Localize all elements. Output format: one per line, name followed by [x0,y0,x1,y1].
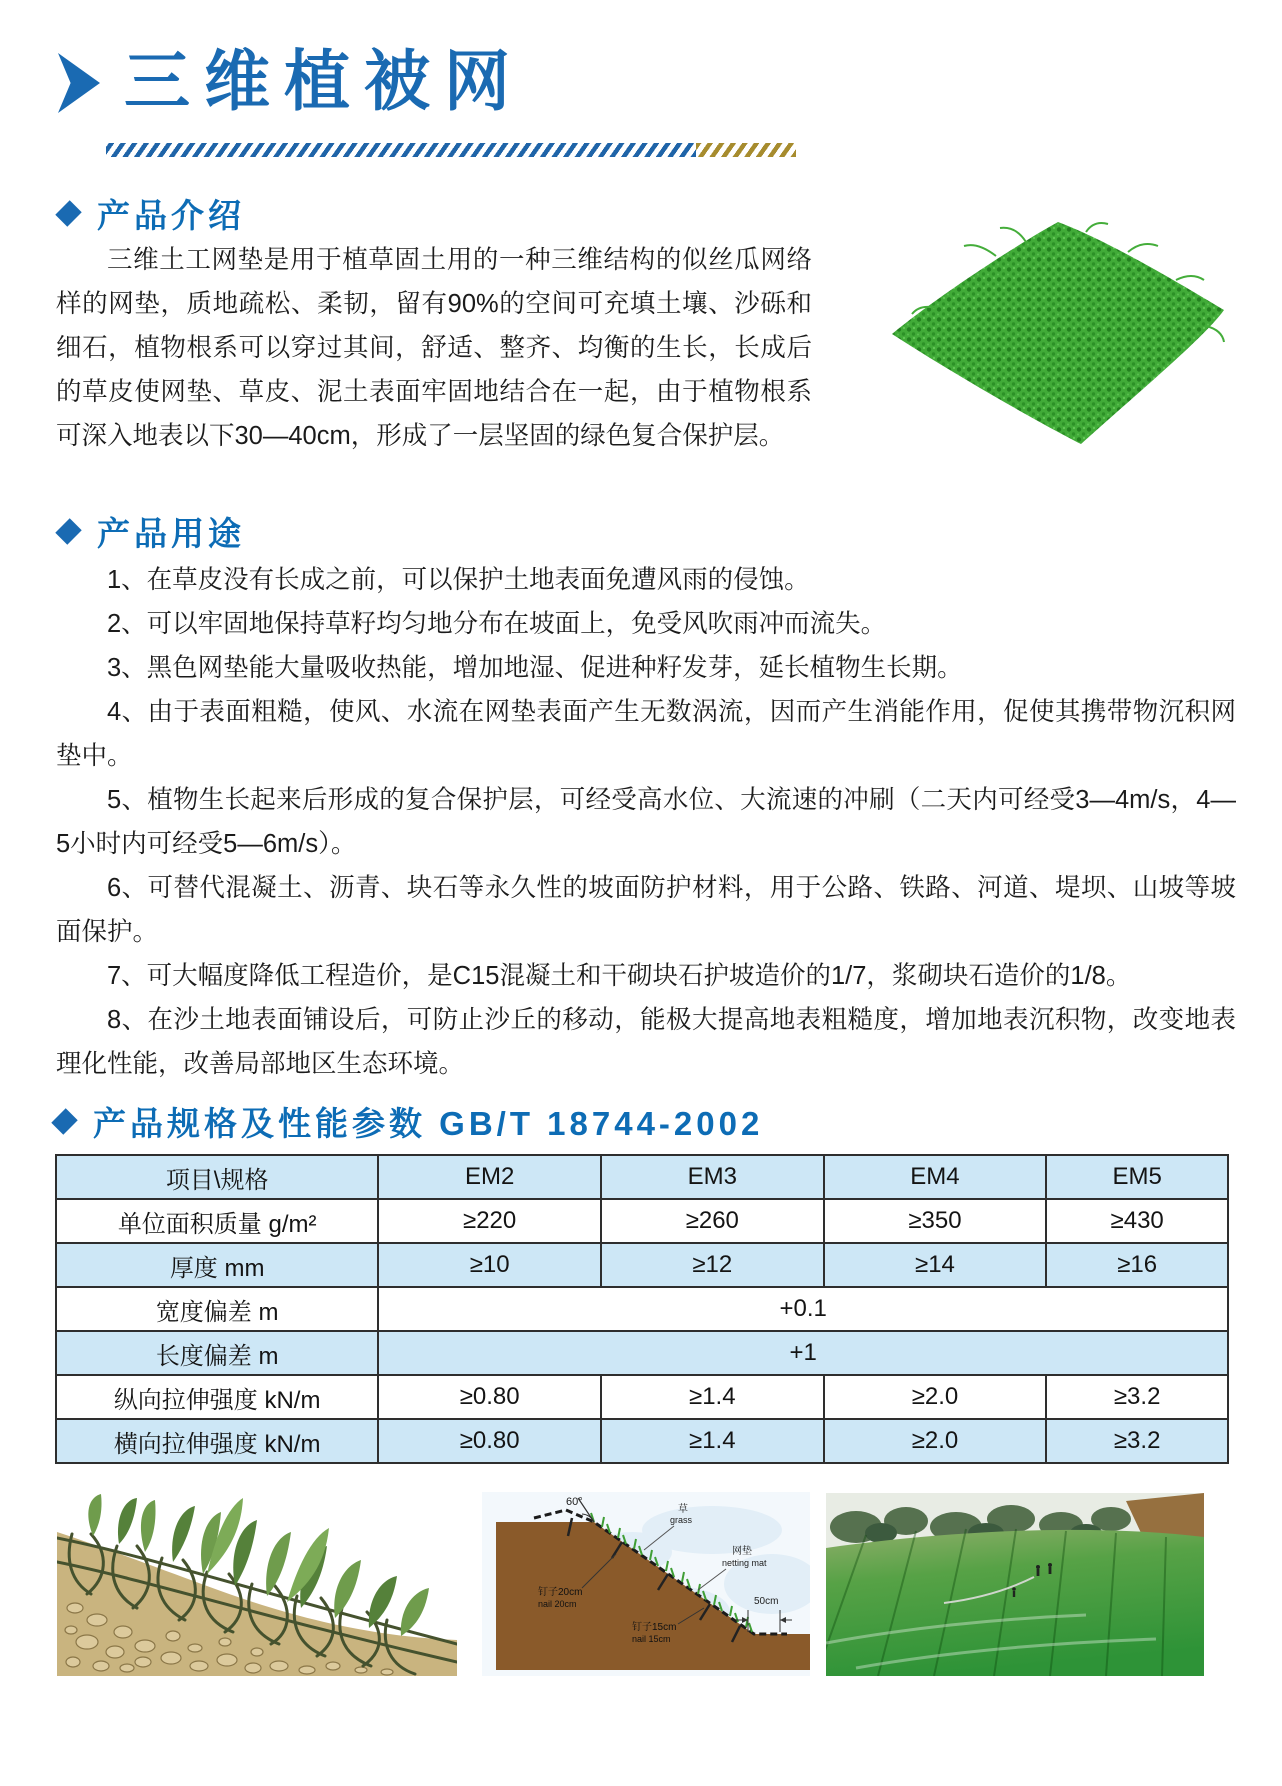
list-item: 3、黑色网垫能大量吸收热能，增加地湿、促进种籽发芽，延长植物生长期。 [107,654,963,682]
spec-cell: ≥0.80 [378,1419,601,1463]
intro-paragraph-block [56,238,1236,458]
spec-cell-span: +0.1 [378,1287,1228,1331]
list-item: 4、由于表面粗糙，使风、水流在网垫表面产生无数涡流，因而产生消能作用，促使其携带物沉积网垫中。 [56,698,1236,770]
diamond-icon [55,518,81,544]
table-row [56,1287,1228,1331]
table-row [56,1331,1228,1375]
root-growth-svg [57,1490,457,1676]
list-item: 6、可替代混凝土、沥青、块石等永久性的坡面防护材料，用于公路、铁路、河道、堤坝、山坡等坡面保护。 [56,874,1236,946]
divider-gold-stripes [696,143,796,157]
spec-cell: ≥0.80 [378,1375,601,1419]
spec-cell: ≥2.0 [824,1419,1047,1463]
title-block [58,46,524,119]
section-heading-specs [56,1098,763,1145]
spec-cell-span: +1 [378,1331,1228,1375]
svg-text:nail 20cm: nail 20cm [538,1599,577,1609]
row-label: 长度偏差 m [56,1331,378,1375]
root-growth-illustration [57,1490,457,1676]
intro-body-text: 三维土工网垫是用于植草固土用的一种三维结构的似丝瓜网络样的网垫，质地疏松、柔韧，留有90%的空间可充填土壤、沙砾和细石，植物根系可以穿过其间，舒适、整齐、均衡的生长，长成后的草皮使网垫、草皮、泥土表面牢固地结合在一起，由于植物根系可深入地表以下30—40cm，形成了一层坚固的绿色复合保护层。 [56,246,812,450]
arrow-icon [58,53,100,113]
svg-text:网垫: 网垫 [732,1546,752,1557]
svg-text:50cm: 50cm [754,1596,779,1607]
slope-photo-svg [826,1493,1204,1676]
table-row [56,1243,1228,1287]
list-item: 2、可以牢固地保持草籽均匀地分布在坡面上，免受风吹雨冲而流失。 [107,610,887,638]
spec-cell: ≥350 [824,1199,1047,1243]
spec-cell: ≥430 [1046,1199,1228,1243]
table-header-row [56,1155,1228,1199]
spec-cell: ≥2.0 [824,1375,1047,1419]
svg-text:钉子15cm: 钉子15cm [632,1622,677,1633]
slope-application-photo [826,1493,1204,1676]
spec-cell: ≥3.2 [1046,1375,1228,1419]
spec-cell: ≥10 [378,1243,601,1287]
spec-cell: ≥1.4 [601,1419,824,1463]
row-label: 横向拉伸强度 kN/m [56,1419,378,1463]
row-label: 宽度偏差 m [56,1287,378,1331]
section-heading-uses [60,508,245,555]
spec-cell: ≥220 [378,1199,601,1243]
list-item: 1、在草皮没有长成之前，可以保护土地表面免遭风雨的侵蚀。 [107,566,810,594]
divider-blue-stripes [106,143,696,157]
section-heading-intro [60,190,245,237]
col-header: EM2 [378,1155,601,1199]
row-label: 厚度 mm [56,1243,378,1287]
spec-cell: ≥1.4 [601,1375,824,1419]
section-heading-specs-label: 产品规格及性能参数 GB/T 18744-2002 [93,1105,764,1142]
section-heading-uses-label: 产品用途 [97,515,245,552]
row-label: 纵向拉伸强度 kN/m [56,1375,378,1419]
spec-cell: ≥12 [601,1243,824,1287]
spec-cell: ≥14 [824,1243,1047,1287]
svg-text:nail 15cm: nail 15cm [632,1634,671,1644]
svg-text:草: 草 [678,1504,688,1515]
spec-cell: ≥260 [601,1199,824,1243]
striped-divider [106,143,796,157]
section-heading-intro-label: 产品介绍 [97,197,245,234]
slope-installation-diagram [482,1492,810,1676]
page-title: 三维植被网 [124,46,524,119]
col-header: EM4 [824,1155,1047,1199]
svg-text:grass: grass [670,1515,693,1525]
mesh-mat-photo [876,216,1236,448]
product-photo [812,238,1236,450]
spec-cell: ≥3.2 [1046,1419,1228,1463]
slope-diagram-svg [482,1492,810,1676]
spec-cell: ≥16 [1046,1243,1228,1287]
svg-text:钉子20cm: 钉子20cm [538,1587,583,1598]
col-header: EM5 [1046,1155,1228,1199]
table-row [56,1199,1228,1243]
table-row [56,1419,1228,1463]
diamond-icon [55,200,81,226]
spec-table [55,1154,1229,1464]
svg-text:netting mat: netting mat [722,1558,767,1568]
angle-label: 60° [566,1496,583,1508]
list-item: 8、在沙土地表面铺设后，可防止沙丘的移动，能极大提高地表粗糙度，增加地表沉积物，改变地表理化性能，改善局部地区生态环境。 [56,1006,1236,1078]
diamond-icon [51,1108,77,1134]
green-slope [826,1530,1204,1676]
list-item: 7、可大幅度降低工程造价，是C15混凝土和干砌块石护坡造价的1/7，浆砌块石造价的1/8。 [107,962,1132,990]
uses-list [56,558,1236,1086]
row-label: 单位面积质量 g/m² [56,1199,378,1243]
col-header: EM3 [601,1155,824,1199]
list-item: 5、植物生长起来后形成的复合保护层，可经受高水位、大流速的冲刷（二天内可经受3—4m/s，4—5小时内可经受5—6m/s）。 [56,786,1236,858]
col-header: 项目\规格 [56,1155,378,1199]
table-row [56,1375,1228,1419]
